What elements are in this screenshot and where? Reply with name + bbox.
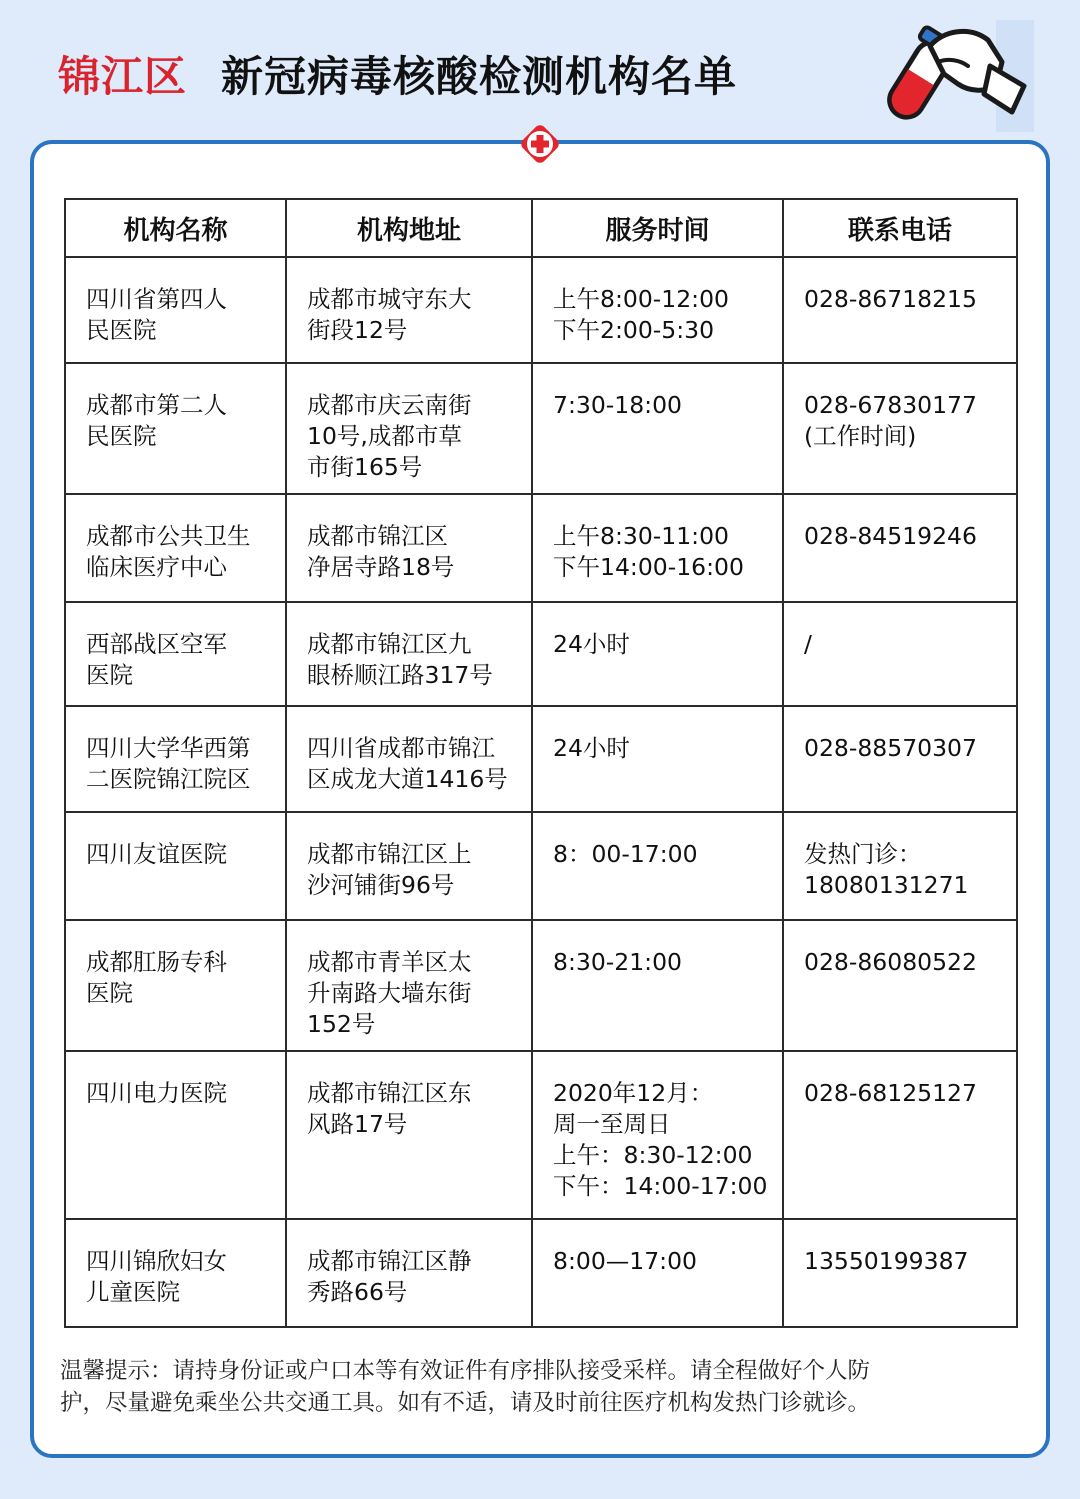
contact-phone: 028-68125127 <box>783 1051 1017 1219</box>
institution-name: 四川大学华西第 二医院锦江院区 <box>65 706 286 812</box>
institution-address: 成都市城守东大 街段12号 <box>286 257 532 363</box>
institution-name: 四川友谊医院 <box>65 812 286 920</box>
table-row <box>65 706 1017 812</box>
institution-address: 成都市庆云南街 10号,成都市草 市街165号 <box>286 363 532 494</box>
institution-name: 成都市第二人 民医院 <box>65 363 286 494</box>
institution-address: 四川省成都市锦江 区成龙大道1416号 <box>286 706 532 812</box>
service-hours: 24小时 <box>532 602 783 706</box>
institution-address: 成都市锦江区东 风路17号 <box>286 1051 532 1219</box>
contact-phone: 028-88570307 <box>783 706 1017 812</box>
table-row <box>65 812 1017 920</box>
institution-name: 成都市公共卫生 临床医疗中心 <box>65 494 286 602</box>
contact-phone: 028-84519246 <box>783 494 1017 602</box>
table-row <box>65 363 1017 494</box>
table-row <box>65 920 1017 1051</box>
medical-cross-icon <box>516 120 564 168</box>
column-header-phone: 联系电话 <box>783 199 1017 257</box>
contact-phone: 028-86718215 <box>783 257 1017 363</box>
column-header-address: 机构地址 <box>286 199 532 257</box>
contact-phone: / <box>783 602 1017 706</box>
contact-phone: 028-86080522 <box>783 920 1017 1051</box>
table-row <box>65 1219 1017 1327</box>
institution-name: 西部战区空军 医院 <box>65 602 286 706</box>
note-line: 温馨提示：请持身份证或户口本等有效证件有序排队接受采样。请全程做好个人防 <box>60 1358 871 1384</box>
institution-address: 成都市锦江区 净居寺路18号 <box>286 494 532 602</box>
column-header-hours: 服务时间 <box>532 199 783 257</box>
table-row <box>65 494 1017 602</box>
note-line: 护，尽量避免乘坐公共交通工具。如有不适，请及时前往医疗机构发热门诊就诊。 <box>60 1390 871 1416</box>
column-header-name: 机构名称 <box>65 199 286 257</box>
institution-name: 四川锦欣妇女 儿童医院 <box>65 1219 286 1327</box>
institution-address: 成都市锦江区九 眼桥顺江路317号 <box>286 602 532 706</box>
institution-name: 四川电力医院 <box>65 1051 286 1219</box>
table-row <box>65 257 1017 363</box>
page-title <box>58 44 737 104</box>
contact-phone: 发热门诊： 18080131271 <box>783 812 1017 920</box>
service-hours: 8:00—17:00 <box>532 1219 783 1327</box>
service-hours: 8：00-17:00 <box>532 812 783 920</box>
service-hours: 24小时 <box>532 706 783 812</box>
service-hours: 上午8:30-11:00 下午14:00-16:00 <box>532 494 783 602</box>
institution-address: 成都市锦江区上 沙河铺街96号 <box>286 812 532 920</box>
table-row <box>65 602 1017 706</box>
warm-tip-note <box>60 1355 1025 1419</box>
institution-address: 成都市青羊区太 升南路大墙东街 152号 <box>286 920 532 1051</box>
service-hours: 8:30-21:00 <box>532 920 783 1051</box>
service-hours: 7:30-18:00 <box>532 363 783 494</box>
title-text: 新冠病毒核酸检测机构名单 <box>221 52 738 101</box>
institution-name: 成都肛肠专科 医院 <box>65 920 286 1051</box>
institution-table <box>64 198 1018 1328</box>
contact-phone: 028-67830177 (工作时间) <box>783 363 1017 494</box>
service-hours: 2020年12月： 周一至周日 上午：8:30-12:00 下午：14:00-17:00 <box>532 1051 783 1219</box>
district-name: 锦江区 <box>58 52 188 101</box>
table-header-row <box>65 199 1017 257</box>
institution-name: 四川省第四人 民医院 <box>65 257 286 363</box>
contact-phone: 13550199387 <box>783 1219 1017 1327</box>
institution-address: 成都市锦江区静 秀路66号 <box>286 1219 532 1327</box>
service-hours: 上午8:00-12:00 下午2:00-5:30 <box>532 257 783 363</box>
table-row <box>65 1051 1017 1219</box>
hand-test-tube-icon <box>878 20 1034 132</box>
